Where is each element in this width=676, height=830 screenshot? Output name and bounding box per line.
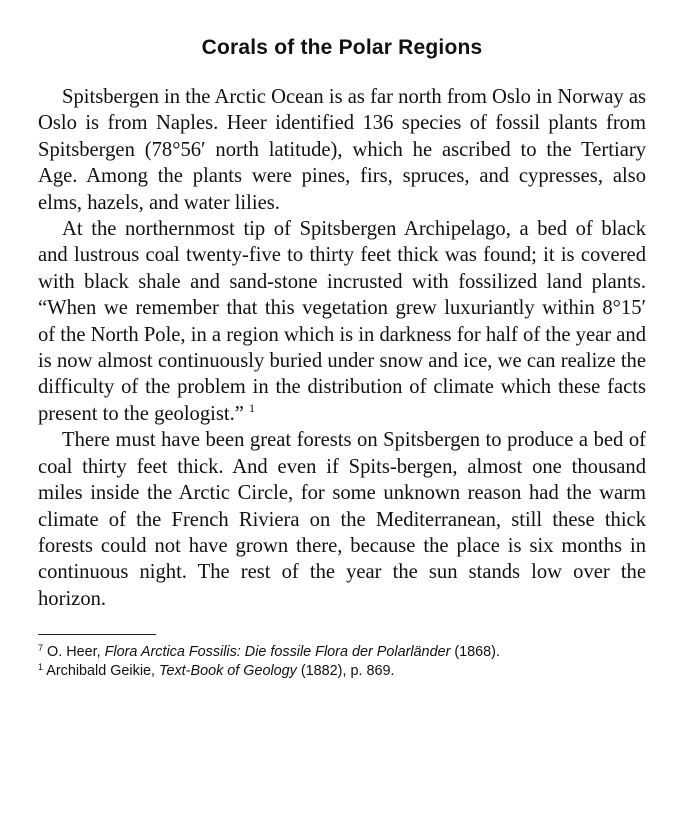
page (38, 30, 646, 681)
paragraph-1-text: Spitsbergen in the Arctic Ocean is as far north from Oslo in Norway as Oslo is from Naples. Heer identified 136 species of fossil plants from Spitsbergen (78°56′ north latitude), which he ascribed to the Tertiary Age. Among the plants were pines, firs, spruces, and cypresses, also elms, hazels, and water lilies. (38, 86, 646, 214)
paragraph-3-text: There must have been great forests on Spitsbergen to produce a bed of coal thirty feet thick. And even if Spits-bergen, almost one thousand miles inside the Arctic Circle, for some unknown reason had the warm climate of the French Riviera on the Mediterranean, still these thick forests could not have grown there, because the place is six months in continuous night. The rest of the year the sun stands low over the horizon. (38, 429, 646, 610)
paragraph-2 (38, 216, 646, 427)
footnote-1-work: Flora Arctica Fossilis: Die fossile Flora der Polarländer (104, 644, 451, 661)
footnote-2-mark: 1 (38, 662, 44, 673)
footnote-2-work: Text-Book of Geology (159, 663, 297, 680)
paragraph-1 (38, 84, 646, 216)
footnote-2 (38, 662, 646, 681)
footnote-1-mark: 7 (38, 643, 44, 654)
footnote-1 (38, 643, 646, 662)
footnote-reference: 1 (249, 400, 256, 415)
footnote-2-rest: (1882), p. 869. (300, 663, 395, 680)
paragraph-2-text: At the northernmost tip of Spitsbergen Archipelago, a bed of black and lustrous coal twenty-five to thirty feet thick was found; it is covered with black shale and sand-stone incrusted with fossilized land plants. “When we remember that this vegetation grew luxuriantly within 8°15′ of the North Pole, in a region which is in darkness for half of the year and is now almost continuously buried under snow and ice, we can realize the difficulty of the problem in the distribution of climate which these facts present to the geologist.” (38, 218, 646, 425)
footnote-1-rest: (1868). (454, 644, 500, 661)
body-text (38, 84, 646, 612)
footnote-1-author: O. Heer, (47, 644, 101, 661)
footnotes (38, 643, 646, 681)
paragraph-3 (38, 427, 646, 612)
footnote-divider (38, 634, 156, 635)
footnote-2-author: Archibald Geikie, (46, 663, 156, 680)
page-title: Corals of the Polar Regions (201, 36, 483, 59)
